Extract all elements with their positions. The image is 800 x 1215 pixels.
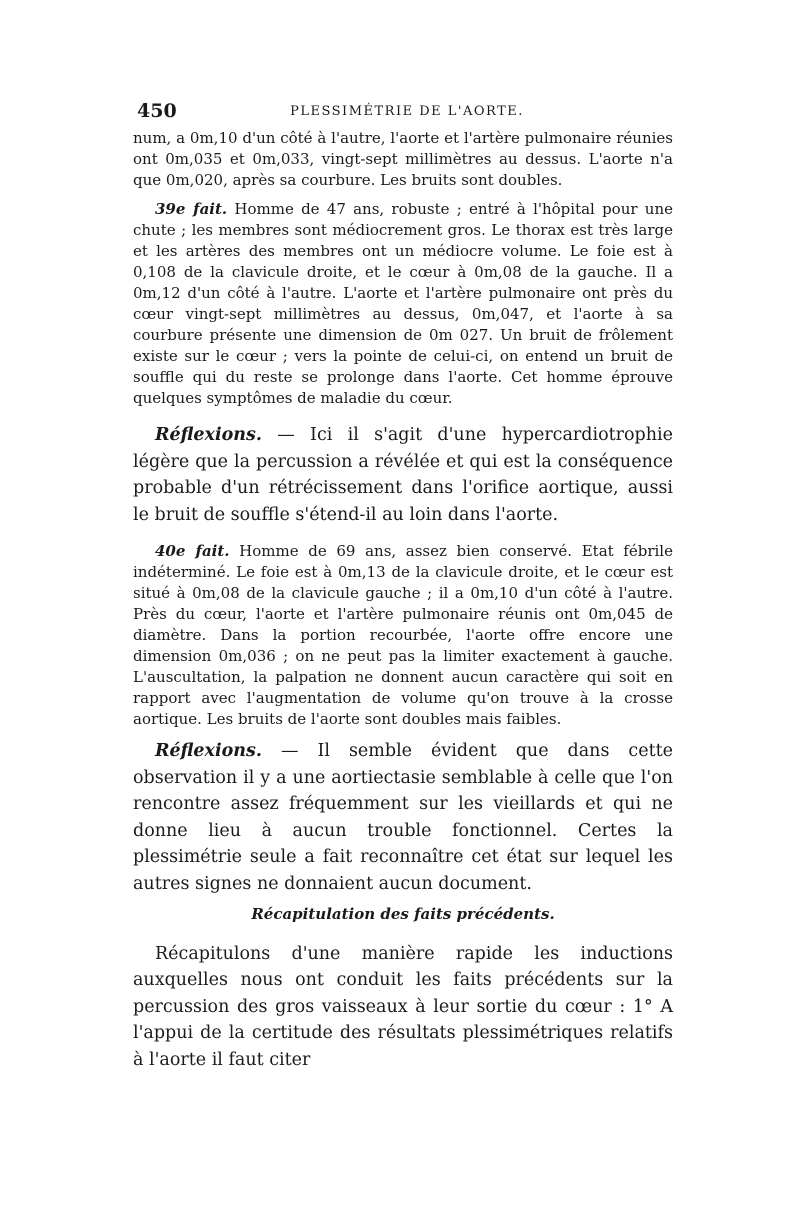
paragraph-label: 39e fait. [155,200,228,218]
paragraph-text: — Il semble évident que dans cette observation il y a une aortiectasie semblable à celle que l'on rencontre assez fréquemment sur les vieillards et qui ne donne lieu à aucun trouble fonctionnel. Certes la plessimétrie seule a fait reconnaître cet état sur lequel les autres signes ne donnaient aucun document. [133,741,673,894]
paragraph-text: Récapitulons d'une manière rapide les inductions auxquelles nous ont conduit les faits précédents sur la percussion des gros vaisseaux à leur sortie du cœur : 1° A l'appui de la certitude des résultats plessimétriques relatifs à l'aorte il faut citer [133,943,673,1070]
paragraph-label: Réflexions. [155,425,262,445]
paragraph-fait-40 [133,541,673,730]
paragraph-fait-39 [133,199,673,409]
page-header [137,100,677,124]
section-heading: Récapitulation des faits précédents. [251,905,555,923]
paragraph-text: num, a 0m,10 d'un côté à l'autre, l'aorte et l'artère pulmonaire réunies ont 0m,035 et 0m,033, vingt-sept millimètres au dessus. L'aorte n'a que 0m,020, après sa courbure. Les bruits sont doubles. [133,129,673,189]
paragraph-text: — Ici il s'agit d'une hypercardiotrophie légère que la percussion a révélée et qui est la conséquence probable d'un rétrécissement dans l'orifice aortique, aussi le bruit de souffle s'étend-il au loin dans l'aorte. [133,425,673,525]
paragraph-continuation [133,128,673,191]
paragraph-text: Homme de 69 ans, assez bien conservé. Etat fébrile indéterminé. Le foie est à 0m,13 de la clavicule droite, et le cœur est situé à 0m,08 de la clavicule gauche ; il a 0m,10 d'un côté à l'autre. Près du cœur, l'aorte et l'artère pulmonaire réunis ont 0m,045 de diamètre. Dans la portion recourbée, l'aorte offre encore une dimension 0m,036 ; on ne peut pas la limiter exactement à gauche. L'auscultation, la palpation ne donnent aucun caractère qui soit en rapport avec l'augmentation de volume qu'on trouve à la crosse aortique. Les bruits de l'aorte sont doubles mais faibles. [133,542,673,728]
page-number: 450 [137,100,177,122]
paragraph-text: Homme de 47 ans, robuste ; entré à l'hôpital pour une chute ; les membres sont médiocrement gros. Le thorax est très large et les artères des membres ont un médiocre volume. Le foie est à 0,108 de la clavicule droite, et le cœur à 0m,08 de la gauche. Il a 0m,12 d'un côté à l'autre. L'aorte et l'artère pulmonaire ont près du cœur vingt-sept millimètres au dessus, 0m,047, et l'aorte à sa courbure présente une dimension de 0m 027. Un bruit de frôlement existe sur le cœur ; vers la pointe de celui-ci, on entend un bruit de souffle qui du reste se prolonge dans l'aorte. Cet homme éprouve quelques symptômes de maladie du cœur. [133,200,673,407]
paragraph-recapitulation [133,941,673,1074]
running-title: PLESSIMÉTRIE DE L'AORTE. [290,104,524,119]
paragraph-reflexions-2 [133,738,673,897]
body-text [133,128,673,1091]
paragraph-label: Réflexions. [155,741,262,761]
paragraph-reflexions-1 [133,422,673,528]
paragraph-label: 40e fait. [155,542,230,560]
